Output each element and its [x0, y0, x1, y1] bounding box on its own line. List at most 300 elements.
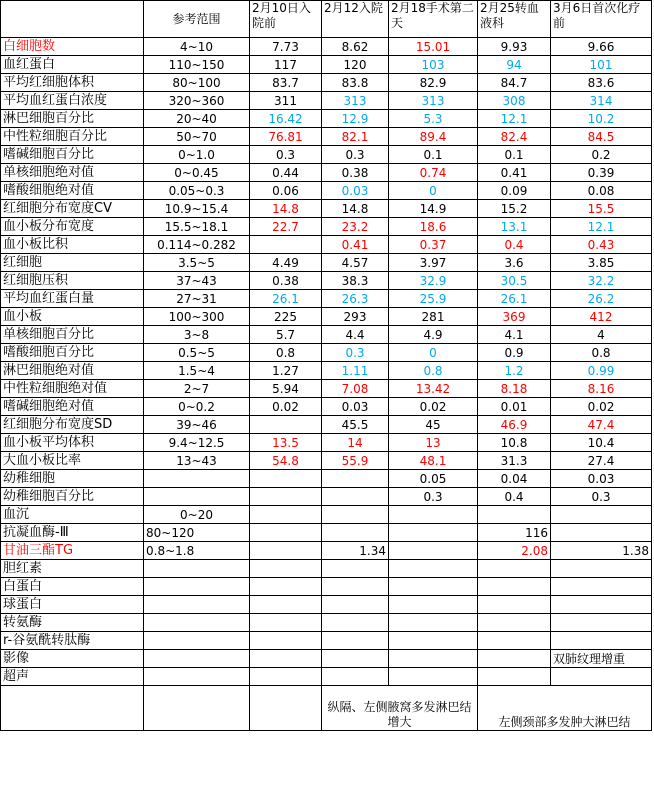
result-value: 31.3 — [478, 452, 551, 470]
test-name: 平均红细胞体积 — [1, 74, 144, 92]
result-value: 45.5 — [322, 416, 389, 434]
test-name: 红细胞分布宽度CV — [1, 200, 144, 218]
table-row — [1, 632, 652, 650]
reference-range — [144, 560, 250, 578]
test-name: 血小板分布宽度 — [1, 218, 144, 236]
result-value: 0.05 — [389, 470, 478, 488]
table-row — [1, 362, 652, 380]
result-value: 0.74 — [389, 164, 478, 182]
result-value — [322, 614, 389, 632]
result-value — [250, 614, 322, 632]
reference-range — [144, 596, 250, 614]
reference-range: 9.4~12.5 — [144, 434, 250, 452]
result-value — [250, 560, 322, 578]
test-name: 嗜酸细胞百分比 — [1, 344, 144, 362]
reference-range: 0~0.45 — [144, 164, 250, 182]
test-name: 甘油三酯TG — [1, 542, 144, 560]
result-value: 0.9 — [478, 344, 551, 362]
date-header-2: 2月12入院 — [322, 1, 389, 38]
result-value: 0.09 — [478, 182, 551, 200]
result-value: 4 — [551, 326, 652, 344]
result-value — [322, 632, 389, 650]
test-name: 抗凝血酶-Ⅲ — [1, 524, 144, 542]
test-name: 嗜碱细胞绝对值 — [1, 398, 144, 416]
table-row — [1, 596, 652, 614]
result-value: 32.9 — [389, 272, 478, 290]
reference-range: 320~360 — [144, 92, 250, 110]
reference-range: 2~7 — [144, 380, 250, 398]
test-name: 红细胞分布宽度SD — [1, 416, 144, 434]
header-row — [1, 1, 652, 38]
result-value — [250, 488, 322, 506]
result-value: 18.6 — [389, 218, 478, 236]
reference-range: 0~0.2 — [144, 398, 250, 416]
result-value — [250, 470, 322, 488]
result-value: 0.03 — [322, 398, 389, 416]
result-value: 1.2 — [478, 362, 551, 380]
test-name: 转氨酶 — [1, 614, 144, 632]
result-value: 76.81 — [250, 128, 322, 146]
result-value — [478, 650, 551, 668]
result-value — [250, 524, 322, 542]
result-value: 47.4 — [551, 416, 652, 434]
result-value: 55.9 — [322, 452, 389, 470]
result-value: 0.41 — [478, 164, 551, 182]
result-value — [551, 668, 652, 686]
result-value — [389, 668, 478, 686]
result-value — [478, 596, 551, 614]
result-value: 0.1 — [478, 146, 551, 164]
table-row — [1, 506, 652, 524]
result-value — [322, 470, 389, 488]
result-value: 13.1 — [478, 218, 551, 236]
result-value: 82.9 — [389, 74, 478, 92]
result-value — [478, 668, 551, 686]
result-value: 12.9 — [322, 110, 389, 128]
result-value — [322, 596, 389, 614]
reference-range: 37~43 — [144, 272, 250, 290]
result-value: 0.38 — [250, 272, 322, 290]
date-header-4: 2月25转血液科 — [478, 1, 551, 38]
result-value: 1.34 — [322, 542, 389, 560]
reference-range — [144, 488, 250, 506]
result-value: 1.38 — [551, 542, 652, 560]
result-value: 32.2 — [551, 272, 652, 290]
result-value: 双肺纹理增重 — [551, 650, 652, 668]
corner-cell — [1, 1, 144, 38]
result-value: 83.7 — [250, 74, 322, 92]
result-value: 0 — [389, 344, 478, 362]
table-row — [1, 182, 652, 200]
result-value: 0.38 — [322, 164, 389, 182]
result-value: 0.06 — [250, 182, 322, 200]
table-row — [1, 560, 652, 578]
result-value: 4.4 — [322, 326, 389, 344]
result-value — [322, 578, 389, 596]
result-value: 0.08 — [551, 182, 652, 200]
test-name: 嗜酸细胞绝对值 — [1, 182, 144, 200]
table-row — [1, 434, 652, 452]
result-value — [389, 596, 478, 614]
table-row — [1, 650, 652, 668]
test-name: 球蛋白 — [1, 596, 144, 614]
reference-range — [144, 668, 250, 686]
result-value: 14.8 — [322, 200, 389, 218]
result-value: 0.8 — [389, 362, 478, 380]
reference-range: 0.8~1.8 — [144, 542, 250, 560]
result-value: 3.6 — [478, 254, 551, 272]
result-value — [250, 650, 322, 668]
table-row — [1, 398, 652, 416]
result-value: 7.08 — [322, 380, 389, 398]
result-value: 412 — [551, 308, 652, 326]
result-value: 9.66 — [551, 38, 652, 56]
table-row — [1, 92, 652, 110]
result-value: 4.57 — [322, 254, 389, 272]
result-value: 5.7 — [250, 326, 322, 344]
result-value: 0.02 — [389, 398, 478, 416]
table-row — [1, 218, 652, 236]
result-value — [389, 614, 478, 632]
date-header-3: 2月18手术第二天 — [389, 1, 478, 38]
result-value: 89.4 — [389, 128, 478, 146]
result-value — [551, 560, 652, 578]
result-value: 0.03 — [322, 182, 389, 200]
result-value: 94 — [478, 56, 551, 74]
result-value: 13.5 — [250, 434, 322, 452]
reference-range: 39~46 — [144, 416, 250, 434]
table-row — [1, 74, 652, 92]
test-name: 淋巴细胞百分比 — [1, 110, 144, 128]
result-value — [250, 668, 322, 686]
reference-range — [144, 650, 250, 668]
result-value: 14.8 — [250, 200, 322, 218]
result-value: 0.99 — [551, 362, 652, 380]
result-value: 13 — [389, 434, 478, 452]
table-row — [1, 254, 652, 272]
result-value: 83.8 — [322, 74, 389, 92]
result-value — [551, 614, 652, 632]
result-value: 0.02 — [250, 398, 322, 416]
result-value: 26.2 — [551, 290, 652, 308]
result-value: 82.1 — [322, 128, 389, 146]
result-value — [322, 488, 389, 506]
result-value: 313 — [322, 92, 389, 110]
result-value: 2.08 — [478, 542, 551, 560]
test-name: 中性粒细胞百分比 — [1, 128, 144, 146]
test-name: 幼稚细胞百分比 — [1, 488, 144, 506]
result-value: 0.39 — [551, 164, 652, 182]
result-value — [322, 524, 389, 542]
result-value: 26.1 — [250, 290, 322, 308]
result-value — [389, 560, 478, 578]
result-value: 13.42 — [389, 380, 478, 398]
result-value — [322, 506, 389, 524]
result-value: 4.9 — [389, 326, 478, 344]
result-value: 0.1 — [389, 146, 478, 164]
reference-range: 3~8 — [144, 326, 250, 344]
result-value: 0.8 — [551, 344, 652, 362]
test-name: 胆红素 — [1, 560, 144, 578]
result-value — [322, 560, 389, 578]
result-value: 0.43 — [551, 236, 652, 254]
result-value — [478, 506, 551, 524]
result-value: 14 — [322, 434, 389, 452]
result-value: 10.2 — [551, 110, 652, 128]
date-header-5: 3月6日首次化疗前 — [551, 1, 652, 38]
result-value: 14.9 — [389, 200, 478, 218]
reference-range: 100~300 — [144, 308, 250, 326]
result-value — [389, 524, 478, 542]
result-value: 0.3 — [322, 146, 389, 164]
result-value: 0.8 — [250, 344, 322, 362]
result-value: 101 — [551, 56, 652, 74]
result-value: 12.1 — [478, 110, 551, 128]
result-value: 313 — [389, 92, 478, 110]
result-value: 26.3 — [322, 290, 389, 308]
table-row — [1, 308, 652, 326]
reference-range: 110~150 — [144, 56, 250, 74]
test-name: 血小板平均体积 — [1, 434, 144, 452]
table-row — [1, 200, 652, 218]
result-value: 22.7 — [250, 218, 322, 236]
table-row — [1, 614, 652, 632]
result-value: 281 — [389, 308, 478, 326]
result-value: 5.94 — [250, 380, 322, 398]
reference-range: 0.05~0.3 — [144, 182, 250, 200]
table-row — [1, 272, 652, 290]
result-value: 117 — [250, 56, 322, 74]
reference-range: 80~120 — [144, 524, 250, 542]
result-value — [478, 614, 551, 632]
empty-note-cell — [250, 686, 322, 731]
reference-range — [144, 632, 250, 650]
result-value: 15.2 — [478, 200, 551, 218]
result-value: 10.4 — [551, 434, 652, 452]
result-value — [250, 542, 322, 560]
result-value: 30.5 — [478, 272, 551, 290]
result-value: 0.4 — [478, 236, 551, 254]
result-value: 308 — [478, 92, 551, 110]
result-value: 9.93 — [478, 38, 551, 56]
table-row — [1, 344, 652, 362]
table-row — [1, 128, 652, 146]
result-value: 83.6 — [551, 74, 652, 92]
result-value: 4.49 — [250, 254, 322, 272]
test-name: 血红蛋白 — [1, 56, 144, 74]
reference-range: 0.114~0.282 — [144, 236, 250, 254]
table-row — [1, 146, 652, 164]
result-value: 26.1 — [478, 290, 551, 308]
result-value: 1.11 — [322, 362, 389, 380]
result-value — [250, 596, 322, 614]
table-row — [1, 452, 652, 470]
result-value: 12.1 — [551, 218, 652, 236]
reference-range: 3.5~5 — [144, 254, 250, 272]
result-value: 225 — [250, 308, 322, 326]
test-name: 单核细胞绝对值 — [1, 164, 144, 182]
result-value: 0 — [389, 182, 478, 200]
result-value: 15.5 — [551, 200, 652, 218]
result-value: 8.16 — [551, 380, 652, 398]
result-value: 0.02 — [551, 398, 652, 416]
table-row — [1, 416, 652, 434]
result-value: 293 — [322, 308, 389, 326]
table-row — [1, 668, 652, 686]
result-value: 116 — [478, 524, 551, 542]
test-name: 平均血红蛋白浓度 — [1, 92, 144, 110]
reference-range — [144, 614, 250, 632]
test-name: 幼稚细胞 — [1, 470, 144, 488]
result-value — [250, 632, 322, 650]
reference-range-header: 参考范围 — [144, 1, 250, 38]
test-name: 大血小板比率 — [1, 452, 144, 470]
test-name: 平均血红蛋白量 — [1, 290, 144, 308]
result-value — [389, 506, 478, 524]
reference-range: 1.5~4 — [144, 362, 250, 380]
table-row — [1, 524, 652, 542]
result-value: 0.4 — [478, 488, 551, 506]
result-value — [478, 560, 551, 578]
result-value: 48.1 — [389, 452, 478, 470]
result-value: 15.01 — [389, 38, 478, 56]
result-value: 23.2 — [322, 218, 389, 236]
test-name: 超声 — [1, 668, 144, 686]
result-value: 0.04 — [478, 470, 551, 488]
reference-range — [144, 578, 250, 596]
result-value: 46.9 — [478, 416, 551, 434]
result-value — [478, 578, 551, 596]
result-value — [322, 668, 389, 686]
result-value: 16.42 — [250, 110, 322, 128]
result-value: 10.8 — [478, 434, 551, 452]
result-value — [551, 506, 652, 524]
table-row — [1, 578, 652, 596]
table-row — [1, 290, 652, 308]
reference-range: 27~31 — [144, 290, 250, 308]
result-value — [250, 416, 322, 434]
table-row — [1, 56, 652, 74]
result-value — [389, 578, 478, 596]
test-name: 白细胞数 — [1, 38, 144, 56]
result-value: 120 — [322, 56, 389, 74]
test-name: r-谷氨酰转肽酶 — [1, 632, 144, 650]
reference-range: 0~20 — [144, 506, 250, 524]
table-row — [1, 326, 652, 344]
test-name: 影像 — [1, 650, 144, 668]
result-value: 84.5 — [551, 128, 652, 146]
table-row — [1, 470, 652, 488]
result-value: 38.3 — [322, 272, 389, 290]
result-value: 0.37 — [389, 236, 478, 254]
result-value — [478, 632, 551, 650]
result-value — [551, 524, 652, 542]
result-value: 8.62 — [322, 38, 389, 56]
result-value: 25.9 — [389, 290, 478, 308]
result-value: 7.73 — [250, 38, 322, 56]
test-name: 血沉 — [1, 506, 144, 524]
test-name: 红细胞压积 — [1, 272, 144, 290]
table-row — [1, 542, 652, 560]
reference-range: 0.5~5 — [144, 344, 250, 362]
date-header-1: 2月10日入院前 — [250, 1, 322, 38]
result-value — [551, 596, 652, 614]
result-value — [389, 542, 478, 560]
reference-range — [144, 470, 250, 488]
table-row — [1, 380, 652, 398]
result-value: 3.97 — [389, 254, 478, 272]
test-name: 白蛋白 — [1, 578, 144, 596]
result-value: 103 — [389, 56, 478, 74]
result-value: 54.8 — [250, 452, 322, 470]
table-row — [1, 110, 652, 128]
test-name: 单核细胞百分比 — [1, 326, 144, 344]
result-value: 0.03 — [551, 470, 652, 488]
reference-range: 50~70 — [144, 128, 250, 146]
result-value: 1.27 — [250, 362, 322, 380]
notes-row — [1, 686, 652, 731]
result-value: 311 — [250, 92, 322, 110]
result-value: 0.01 — [478, 398, 551, 416]
result-value: 84.7 — [478, 74, 551, 92]
result-value — [389, 650, 478, 668]
table-row — [1, 38, 652, 56]
empty-note-cell — [144, 686, 250, 731]
result-value: 314 — [551, 92, 652, 110]
result-value — [250, 506, 322, 524]
reference-range: 4~10 — [144, 38, 250, 56]
result-value — [250, 578, 322, 596]
reference-range: 13~43 — [144, 452, 250, 470]
test-name: 淋巴细胞绝对值 — [1, 362, 144, 380]
table-row — [1, 164, 652, 182]
result-value: 0.2 — [551, 146, 652, 164]
result-value: 0.3 — [551, 488, 652, 506]
result-value: 27.4 — [551, 452, 652, 470]
test-name: 红细胞 — [1, 254, 144, 272]
table-row — [1, 236, 652, 254]
result-value: 3.85 — [551, 254, 652, 272]
imaging-note-col4: 左侧颈部多发肿大淋巴结 — [478, 686, 652, 731]
result-value: 0.3 — [389, 488, 478, 506]
reference-range: 15.5~18.1 — [144, 218, 250, 236]
imaging-note-col3: 纵隔、左侧腋窝多发淋巴结增大 — [322, 686, 478, 731]
result-value — [389, 632, 478, 650]
test-name: 血小板比积 — [1, 236, 144, 254]
result-value: 369 — [478, 308, 551, 326]
result-value: 0.41 — [322, 236, 389, 254]
result-value — [322, 650, 389, 668]
result-value: 45 — [389, 416, 478, 434]
result-value: 0.3 — [250, 146, 322, 164]
reference-range: 0~1.0 — [144, 146, 250, 164]
result-value: 0.3 — [322, 344, 389, 362]
result-value — [551, 578, 652, 596]
result-value: 8.18 — [478, 380, 551, 398]
test-name: 中性粒细胞绝对值 — [1, 380, 144, 398]
result-value — [250, 236, 322, 254]
result-value — [551, 632, 652, 650]
result-value: 4.1 — [478, 326, 551, 344]
table-row — [1, 488, 652, 506]
result-value: 0.44 — [250, 164, 322, 182]
test-name: 嗜碱细胞百分比 — [1, 146, 144, 164]
reference-range: 10.9~15.4 — [144, 200, 250, 218]
reference-range: 80~100 — [144, 74, 250, 92]
empty-note-cell — [1, 686, 144, 731]
test-name: 血小板 — [1, 308, 144, 326]
result-value: 5.3 — [389, 110, 478, 128]
